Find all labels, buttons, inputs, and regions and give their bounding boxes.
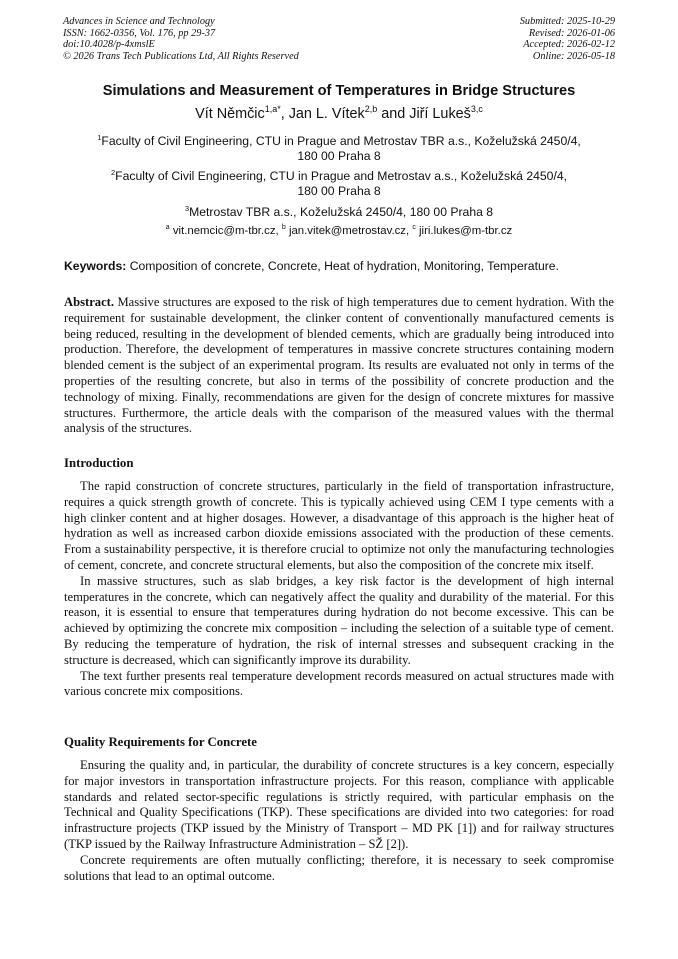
keywords [64, 259, 624, 273]
affiliation-superscript: 1 [97, 133, 102, 142]
author-superscript: 3,c [470, 104, 483, 114]
revised-date: Revised: 2026-01-06 [528, 27, 615, 39]
abstract-label: Abstract. [64, 295, 115, 309]
journal-name: Advances in Science and Technology [63, 16, 215, 27]
paragraph: The text further presents real temperature development records measured on actual structures made with various concrete mix compositions. [64, 668, 614, 699]
paragraph: Concrete requirements are often mutually conflicting; therefore, it is necessary to seek compromise solutions that lead to an optimal outcome. [64, 852, 614, 883]
paragraph: Ensuring the quality and, in particular, the durability of concrete structures is a key concern, especially for major investors in transportation infrastructure projects. For this reason, compliance with applicable standards and related sector-specific regulations is strictly required, with particular emphasis on the Technical and Quality Specifications (TKP). These specifications are divided into two categories: for road infrastructure projects (TKP issued by the Ministry of Transport – MD PK [1]) and for railway structures (TKP issued by the Railway Infrastructure Administration – SŽ [2]). [64, 758, 614, 851]
email-link[interactable]: jan.vitek@metrostav.cz [288, 224, 407, 237]
accepted-date: Accepted: 2026-02-12 [523, 39, 615, 51]
paragraph: In massive structures, such as slab bridges, a key risk factor is the development of high internal temperatures in the concrete, which can negatively affect the quality and durability of the material. For this reason, it is essential to ensure that temperatures during hydration do not become excessive. This can be achieved by optimizing the concrete mix composition – including the selection of a suitable type of cement. By reducing the temperature of hydration, the risk of internal stresses and subsequent cracking in the structure is decreased, which can significantly improve its durability. [64, 573, 614, 667]
journal-doi[interactable]: doi:10.4028/p-4xmslE [63, 39, 155, 51]
online-date: Online: 2026-05-18 [532, 50, 615, 62]
email-link[interactable]: vit.nemcic@m-tbr.cz [172, 224, 276, 237]
affiliation-superscript: 3 [184, 204, 190, 213]
keywords-label: Keywords: [64, 259, 127, 273]
journal-header-right [520, 16, 615, 62]
author-name: Jiří Lukeš [409, 105, 471, 122]
abstract-text: Massive structures are exposed to the risk of high temperatures due to cement hydration. With the requirement for sustainable development, the clinker content of conventionally manufactured cements is being reduced, resulting in the development of blended cements, which are gradually being introduced into production. Therefore, the development of temperatures in massive concrete structures containing modern blended cement is the subject of an experimental program. Its results are evaluated not only in terms of the properties of the resulting concrete, but also in terms of the possibility of concrete production and the technology of mixing. Finally, recommendations are given for the design of concrete mixtures for massive structures. Furthermore, the article deals with the comparison of the measured values with the thermal analysis of the structures. [64, 295, 614, 436]
journal-header-left [63, 16, 299, 62]
quality-body [64, 758, 614, 884]
submitted-date: Submitted: 2025-10-29 [519, 16, 615, 27]
email-superscript: a [165, 224, 170, 231]
keywords-text: Composition of concrete, Concrete, Heat of hydration, Monitoring, Temperature. [129, 259, 559, 273]
author-name: Vít Němčic [195, 105, 265, 122]
affiliation-line: Metrostav TBR a.s., Koželužská 2450/4, 180 00 Praha 8 [189, 205, 494, 220]
email-superscript: c [412, 224, 416, 231]
author-separator: and [377, 105, 410, 122]
email-superscript: b [281, 224, 286, 231]
affiliation-line: 180 00 Praha 8 [297, 183, 381, 198]
author-separator: , [280, 105, 289, 122]
journal-issn: ISSN: 1662-0356, Vol. 176, pp 29-37 [63, 27, 216, 39]
section-heading-introduction: Introduction [64, 456, 134, 470]
author-superscript: 1,a* [264, 104, 281, 114]
journal-copyright: © 2026 Trans Tech Publications Ltd, All Rights Reserved [63, 50, 299, 62]
author-emails: $^a$ vit.nemcic@m-tbr.cz, $^b$ jan.vitek@metrostav.cz, $^c$ jiri.lukes@m-tbr.cz [165, 224, 513, 237]
abstract [64, 295, 614, 437]
author-list [40, 104, 638, 122]
affiliation-line: Faculty of Civil Engineering, CTU in Prague and Metrostav a.s., Koželužská 2450/4, [115, 169, 567, 184]
author-superscript: 2,b [364, 104, 378, 114]
affiliation-2 [70, 166, 608, 198]
introduction-body [64, 479, 614, 700]
author-name: Jan L. Vítek [288, 105, 365, 122]
affiliation-3 [70, 202, 608, 220]
email-link[interactable]: jiri.lukes@m-tbr.cz [419, 224, 513, 237]
paper-title: Simulations and Measurement of Temperatures in Bridge Structures [102, 83, 576, 99]
affiliation-line: 180 00 Praha 8 [297, 148, 381, 163]
affiliation-1 [70, 131, 608, 163]
affiliation-line: Faculty of Civil Engineering, CTU in Prague and Metrostav TBR a.s., Koželužská 2450/4, [101, 134, 581, 149]
affiliation-superscript: 2 [110, 168, 116, 177]
section-heading-quality: Quality Requirements for Concrete [64, 735, 257, 749]
paragraph: The rapid construction of concrete structures, particularly in the field of transportation infrastructure, requires a quick strength growth of concrete. This is typically achieved using CEM I type cements with a high clinker content and at higher dosages. However, a disadvantage of this approach is the higher heat of hydration as well as increased carbon dioxide emissions associated with the production of these cements. From a sustainability perspective, it is therefore crucial to optimize not only the manufacturing technologies of cement, concrete, and concrete structural elements, but also the composition of the concrete mix itself. [64, 479, 614, 572]
